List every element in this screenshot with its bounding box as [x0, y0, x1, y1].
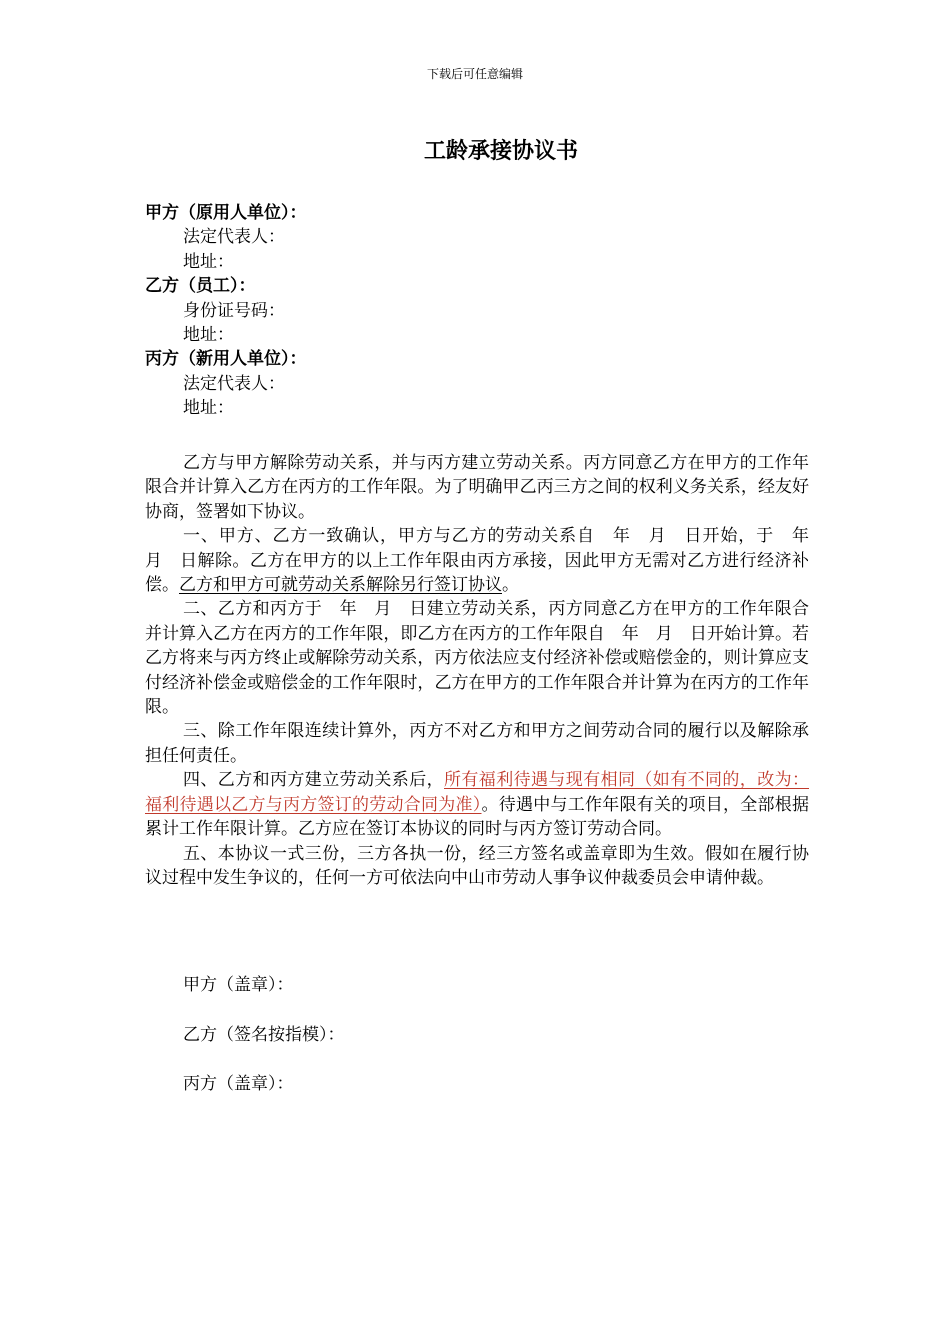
signature-party-b: 乙方（签名按指模）： — [183, 1025, 345, 1045]
agreement-body — [145, 451, 826, 890]
clause-4-start: 四、乙方和丙方建立劳动关系后， — [183, 770, 444, 791]
parties-section — [145, 201, 825, 421]
party-a-representative: 法定代表人： — [183, 227, 285, 248]
party-a-address: 地址： — [183, 251, 234, 272]
document-title: 工龄承接协议书 — [423, 138, 578, 164]
party-b-address: 地址： — [183, 325, 234, 346]
page-header-note: 下载后可任意编辑 — [426, 67, 523, 81]
clause-1-text: 一、甲方、乙方一致确认，甲方与乙方的劳动关系自 年 月 日开始，于 年 月 日解除。乙方在甲方的以上工作年限由丙方承接，因此甲方无需对乙方进行经济补偿。 — [145, 526, 826, 596]
clause-5: 五、本协议一式三份，三方各执一份，经三方签名或盖章即为生效。假如在履行协议过程中发生争议的，任何一方可依法向中山市劳动人事争议仲裁委员会申请仲裁。 — [145, 843, 809, 888]
clause-2: 二、乙方和丙方于 年 月 日建立劳动关系，丙方同意乙方在甲方的工作年限合并计算入乙方在丙方的工作年限，即乙方在丙方的工作年限自 年 月 日开始计算。若乙方将来与丙方终止或解除劳动关系，丙方依法应支付经济补偿或赔偿金的，则计算应支付经济补偿金或赔偿金的工作年限时，乙方在甲方的工作年限合并计算为在丙方的工作年限。 — [145, 599, 809, 718]
clause-4-end: 。待遇中与工作年限有关的项目，全部根据累计工作年限计算。乙方应在签订本协议的同时与丙方签订劳动合同。 — [145, 794, 809, 840]
clause-1-end: 。 — [502, 575, 519, 596]
party-c-representative: 法定代表人： — [183, 373, 285, 394]
party-c-address: 地址： — [183, 398, 234, 419]
clause-1 — [145, 524, 826, 597]
intro-paragraph: 乙方与甲方解除劳动关系，并与丙方建立劳动关系。丙方同意乙方在甲方的工作年限合并计算入乙方在丙方的工作年限。为了明确甲乙丙三方之间的权利义务关系，经友好协商，签署如下协议。 — [145, 453, 809, 522]
clause-3: 三、除工作年限连续计算外，丙方不对乙方和甲方之间劳动合同的履行以及解除承担任何责任。 — [145, 721, 809, 766]
clause-1-underlined: 乙方和甲方可就劳动关系解除另行签订协议 — [179, 575, 502, 596]
signature-party-a: 甲方（盖章）： — [183, 975, 294, 995]
clause-4 — [145, 768, 809, 841]
party-b-id-number: 身份证号码： — [183, 300, 285, 321]
party-a-heading: 甲方（原用人单位）： — [145, 203, 307, 223]
clause-4-revision: 所有福利待遇与现有相同（如有不同的，改为：福利待遇以乙方与丙方签订的劳动合同为准） — [145, 770, 809, 815]
party-c-heading: 丙方（新用人单位）： — [145, 349, 307, 370]
party-b-heading: 乙方（员工）： — [145, 276, 256, 297]
signature-party-c: 丙方（盖章）： — [183, 1074, 294, 1094]
